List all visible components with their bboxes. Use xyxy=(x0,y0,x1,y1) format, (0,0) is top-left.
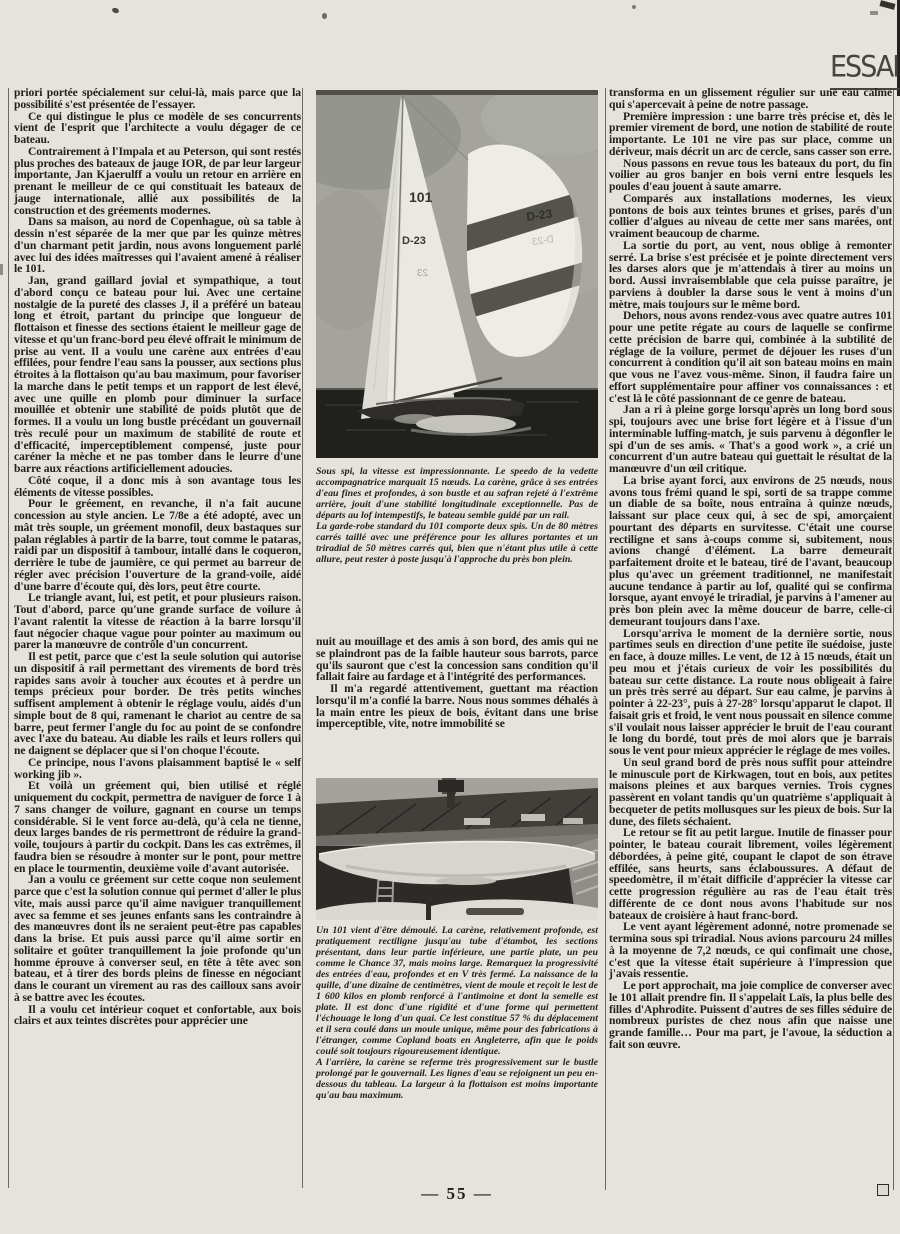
keel-root xyxy=(436,877,496,885)
scan-corner-artifact xyxy=(879,0,895,10)
sailboat-spinnaker-photo xyxy=(316,90,598,458)
paragraph: La brise ayant forci, aux environs de 25 nœuds, nous avons tous frémi quand le spi, sorti de sa trappe comme un diable de sa boîte, nous entraîna à quinze nœuds, laissant sur place ceux qui, à sec de spi, amorçaient pourtant des départs en survitesse. C'était une course rectiligne et sans à-coups comme si, subitement, nous avions changé d'élément. La barre demeurait parfaitement droite et le bateau, tiré de l'avant, beaucoup plus qu'avec un gréement traditionnel, ne manifestait aucune tendance à partir au lof, qualité qui se confirma lorsque, ayant envoyé le triradial, je parvins à l'amener au près bon plein avec la même douceur de barre, celle-ci demeurant toujours dans l'axe. xyxy=(609,473,892,628)
paragraph: Nous passons en revue tous les bateaux du port, du fin voilier au gros banjer en bois verni entre lesquels les poules d'eau jouent à saute amarre. xyxy=(609,156,892,193)
end-of-article-mark xyxy=(877,1184,889,1196)
paragraph: Le retour se fit au petit largue. Inutile de finasser pour pointer, le bateau courait librement, voiles légèrement débordées, à peine gité, coupant le clapot de son étrave effilée, sans heurts, sans éclaboussures. A défaut de speedomètre, il m'était difficile d'apprécier la vitesse car cette progression régulière au ras de l'eau était très différente de ce dont nous avons l'habitude sur nos bateaux de croisière à haut franc-bord. xyxy=(609,826,892,922)
photo-x-mark: x xyxy=(356,411,361,422)
paragraph: Et voilà un gréement qui, bien utilisé et réglé uniquement du cockpit, permettra de naviguer de force 1 à 7 sans changer de voilure, gagnant en course un temps considérable. Si le vent force au-delà, qu'à cela ne tienne, deux larges bandes de ris permettront de réduire la grand-voile, toujours à partir du cockpit. Dans les cas extrêmes, il faudra bien se résoudre à monter sur le pont, pour mettre en place le tourmentin, deuxième voile d'avant autorisée. xyxy=(14,779,301,875)
paragraph: Jan, grand gaillard jovial et sympathique, a tout d'abord conçu ce bateau pour lui. Avec une certaine nostalgie de la pureté des classes J, il a préféré un bateau long et étroit, partant du principe que longueur de flottaison et finesse des sections étaient le meilleur gage de vitesse et qu'un franc-bord peu élevé offrait le minimum de prise au vent. Il a voulu une carène aux entrées d'eau effilées, pour fendre l'eau sans la pousser, aux sections plus étroites à la flottaison qu'au bau maximum, pour favoriser la marche dans le petit temps et un rapport de lest élevé, avec une quille en plomb pour diminuer la surface mouillée et obtenir une stabilité de poids plutôt que de formes. Il a voulu un long bustle précédant un gouvernail très reculé pour un maximum de stabilité de route et d'efficacité, imperceptiblement compensé, juste pour caréner la mèche et ne pas tomber dans le leurre d'une barre aux réactions artificiellement adoucies. xyxy=(14,274,301,475)
paragraph: Dehors, nous avons rendez-vous avec quatre autres 101 pour une petite régate au cours de laquelle se confirme cette précision de barre qui, combinée à la subtilité de réglage de la voilure, permet de déjouer les ruses d'un concurrent à condition qu'il ait son bateau moins en main que vous ne l'avez vous-même. Sinon, il faudra faire un effort supplémentaire pour affiner vos connaissances : et c'est là le côté passionnant de ce genre de bateau. xyxy=(609,309,892,405)
paragraph: Pour le gréement, en revanche, il n'a fait aucune concession au style ancien. Le 7/8e a été adopté, avec un mât très souple, un gréement monofil, deux bastaques sur palan réglables à partir de la barre, tout comme le pataras, raidi par un dispositif à tambour, intallé dans le coqueron, derrière le tube de jaumière, ce qui permet au barreur de régler avec précision l'ouverture de la grand-voile, aidé d'une barre d'écoute qui, dès lors, peut être courte. xyxy=(14,497,301,593)
column-rule-left-inner xyxy=(302,88,303,1188)
paragraph: Il a voulu cet intérieur coquet et confortable, aux bois clairs et aux teintes discrètes pour apprécier une xyxy=(14,1002,301,1028)
article-column-right xyxy=(609,87,892,1051)
article-column-middle xyxy=(316,636,598,730)
mainsail-sail-id-showthrough: 23 xyxy=(416,268,428,279)
photo1-caption xyxy=(316,466,598,565)
paragraph: A l'arrière, la carène se referme très progressivement sur le bustle prolongé par le gouvernail. Les lignes d'eau se rejoignent un peu en-dessous du tableau. La largeur à la flottaison est moins importante qu'au bau maximum. xyxy=(316,1057,598,1101)
scan-speck xyxy=(322,13,327,19)
spinnaker-sail-id: D-23 xyxy=(525,206,554,224)
paragraph: Sous spi, la vitesse est impressionnante. Le speedo de la vedette accompagnatrice marquait 15 nœuds. La carène, grâce à ses entrées d'eau fines et profondes, à son bustle et au safran rejeté à l'extrême arrière, jouit d'une stabilité longitudinale exceptionnelle. Pas de départs au lof intempestifs, le bateau semble guidé par un rail. xyxy=(316,466,598,521)
paragraph: nuit au mouillage et des amis à son bord, des amis qui ne se plaindront pas de la faible hauteur sous barrots, parce qu'ils sauront que c'est la concession sans condition qu'il fallait faire au fardage et à l'intégrité des performances. xyxy=(316,635,598,684)
paragraph: Première impression : une barre très précise et, dès le premier virement de bord, une notion de stabilité de route importante. Le 101 ne vire pas sur place, comme un dériveur, mais décrit un arc de cercle, sans casser son erre. xyxy=(609,109,892,158)
paragraph: Dans sa maison, au nord de Copenhague, où sa table à dessin n'est séparée de la mer que par les quinze mètres d'un charmant petit jardin, nous avons longuement parlé avec lui des idées maîtresses qui l'avaient amené à réaliser le 101. xyxy=(14,215,301,276)
paragraph: Contrairement à l'Impala et au Peterson, qui sont restés plus proches des bateaux de jauge IOR, de par leur largeur importante, Jan Kjaerulff a voulu un retour en arrière en prenant le meilleur de ce qui constituait les bateaux de jauge internationale, allié aux possibilités de la construction et des gréements modernes. xyxy=(14,144,301,217)
spinnaker-sail-id-showthrough: D-23 xyxy=(531,234,555,248)
scan-corner-artifact xyxy=(870,11,878,15)
paragraph: priori portée spécialement sur celui-là, mais parce que la possibilité s'est présentée de l'essayer. xyxy=(14,86,301,111)
paragraph: Ce principe, nous l'avons plaisamment baptisé le « self working jib ». xyxy=(14,755,301,781)
page-number: — 55 — xyxy=(421,1184,493,1203)
demolded-hull-photo xyxy=(316,778,598,920)
scan-speck xyxy=(632,5,636,9)
paragraph: Il m'a regardé attentivement, guettant ma réaction lorsqu'il m'a confié la barre. Nous nous sommes déhalés à la main entre les pieux de bois, évitant dans une brise imperceptible, vite, notre immobilité se xyxy=(316,682,598,731)
mainsail-sail-id: D-23 xyxy=(402,235,426,247)
paragraph: Jan a voulu ce gréement sur cette coque non seulement parce que c'est la solution connue qui permet d'aller le plus vite, mais aussi parce qu'il aime naviguer tranquillement avec sa femme et ses jeunes enfants sans les contraindre à des manœuvres dont ils ne seraient peut-être pas capables dans la brise. Et puis aussi parce qu'il aime sortir en solitaire et goûter tranquillement la joie profonde qu'un homme éprouve à converser seul, en tête à tête avec son bateau, et à tirer des bords pleins de finesse en négociant dans le courant un virement au ras des cailloux sans avoir à se battre avec les écoutes. xyxy=(14,873,301,1004)
paragraph: Un seul grand bord de près nous suffit pour atteindre le minuscule port de Kirkwagen, tout en bois, aux petites maisons pleines et aux barques vernies. Trois cygnes passèrent en volant tandis qu'un quatrième s'appliquait à becqueter de petits mollusques sur les pieux de bois. Sur la dune, des filets séchaient. xyxy=(609,755,892,828)
column-rule-right-outer xyxy=(893,88,894,1190)
paragraph: Comparés aux installations modernes, les vieux pontons de bois aux teintes brunes et grises, parés d'un collier d'algues au niveau de cette mer sans marées, ont vraiment beaucoup de charme. xyxy=(609,191,892,240)
paragraph: Le triangle avant, lui, est petit, et pour plusieurs raison. Tout d'abord, parce qu'une grande surface de voilure à l'avant ralentit la vitesse de réaction à la barre lorsqu'il faut négocier chaque vague pour pointer au maximum ou parer la manœuvre de contrôle d'un concurrent. xyxy=(14,591,301,652)
paragraph: Un 101 vient d'être démoulé. La carène, relativement profonde, est pratiquement rectiligne jusqu'au tube d'étambot, les sections présentant, dans leur partie inférieure, une partie plate, un peu comme le Chance 37, mais moins large. Remarquez la progressivité des entrées d'eau, profondes et en V très fermé. La naissance de la quille, d'une dizaine de centimètres, vient de moule et reçoit le lest de 1 600 kilos en plomb renforcé à l'antimoine et dont la semelle est plate. Il est donc d'une rigidité et d'une forme qui permettent l'échouage le long d'un quai. Ce lest constitue 57 % du déplacement et il sera coulé dans un moule unique, même pour des fabrications à l'étranger, comme Copland boats en Angleterre, afin que le poids coulé soit toujours rigoureusement identique. xyxy=(316,925,598,1057)
essai-section-logo xyxy=(830,52,900,90)
paragraph: Lorsqu'arriva le moment de la dernière sortie, nous partîmes seuls en direction d'une petite île suédoise, juste en face, à douze milles. Le vent, de 12 à 15 nœuds, était un peu mou et j'étais curieux de voir les possibilités du bateau sur cette distance. La route nous obligeait à faire un près très serré au départ. Sur eau calme, je parvins à pointer à 22-23°, puis à 27-28° lorsqu'apparut le clapot. Il faisait gris et froid, le vent nous poussait en silence comme s'il voulait nous laisser apprécier le bruit de l'eau courant le long du bordé, tout près de moi alors que je barrais sous le vent pour mieux apprécier le réglage de mes voiles. xyxy=(609,626,892,757)
scan-speck xyxy=(111,7,119,14)
column-rule-left-outer xyxy=(8,88,9,1188)
mainsail-class-number: 101 xyxy=(409,189,433,205)
paragraph: Jan a ri à pleine gorge lorsqu'après un long bord sous spi, toujours avec une brise fort légère et à l'issue d'un interminable luffing-match, je suis parvenu à dégonfler le spi d'un de ses amis. « That's a good work », a crié un concurrent d'un autre bateau qui guettait le résultat de la manœuvre d'un œil critique. xyxy=(609,403,892,475)
column-rule-right-inner xyxy=(605,88,606,1190)
article-column-left xyxy=(14,87,301,1027)
paragraph: Le port approchait, ma joie complice de converser avec le 101 allait prendre fin. Il s'appelait Laïs, la plus belle des filles d'Aphrodite. Puissent d'autres de ses filles séduire de nombreux puristes de chez nous afin que naisse une grande famille… Pour ma part, je l'avoue, la séduction a fait son œuvre. xyxy=(609,979,892,1051)
paragraph: La garde-robe standard du 101 comporte deux spis. Un de 80 mètres carrés taillé avec une préférence pour les allures portantes et un triradial de 50 mètres carrés qui, bien que n'étant plus utile à cette allure, peut rester à poste jusqu'à l'approche du près bon plein. xyxy=(316,521,598,565)
paragraph: Le vent ayant légèrement adonné, notre promenade se termina sous spi triradial. Nous avions parcouru 24 milles à la moyenne de 7,2 nœuds, ce qui confimait une chose, c'est que la vitesse était supérieure à l'impression que j'avais ressentie. xyxy=(609,920,892,981)
paragraph: Côté coque, il a donc mis à son avantage tous les éléments de vitesse possibles. xyxy=(14,473,301,499)
paragraph: transforma en un glissement régulier sur une eau calme qui s'apercevait à peine de notre passage. xyxy=(609,86,892,111)
paragraph: Il est petit, parce que c'est la seule solution qui autorise un dispositif à rail permettant des virements de bord très rapides sans avoir à toucher aux écoutes et à perdre un temps précieux pour border. De très petits winches suffisent amplement à obtenir le réglage voulu, aidés d'un simple bout de 8 qui, ramenant le chariot au centre de sa barre, peut fermer l'angle du foc au point de se confondre avec l'axe du bateau. Au diable les rails et leurs rollers qui ne daignent se déplacer que si l'on choque l'écoute. xyxy=(14,650,301,757)
paragraph: Ce qui distingue le plus ce modèle de ses concurrents vient de l'esprit que l'architecte a voulu dégager de ce bateau. xyxy=(14,109,301,146)
essai-logo-text: ESSAI xyxy=(830,52,899,85)
paragraph: La sortie du port, au vent, nous oblige à remonter serré. La brise s'est précisée et je pointe directement vers les darses alors que je m'attendais à tirer au moins un bord. Aussi invraisemblable que cela puisse paraître, je parviens à doubler la darse sous le vent à moins d'un mètre, mais toujours sur le même bord. xyxy=(609,238,892,311)
overhead-hoist xyxy=(438,780,464,792)
photo2-caption xyxy=(316,925,598,1101)
scan-margin-smudge xyxy=(0,264,3,275)
